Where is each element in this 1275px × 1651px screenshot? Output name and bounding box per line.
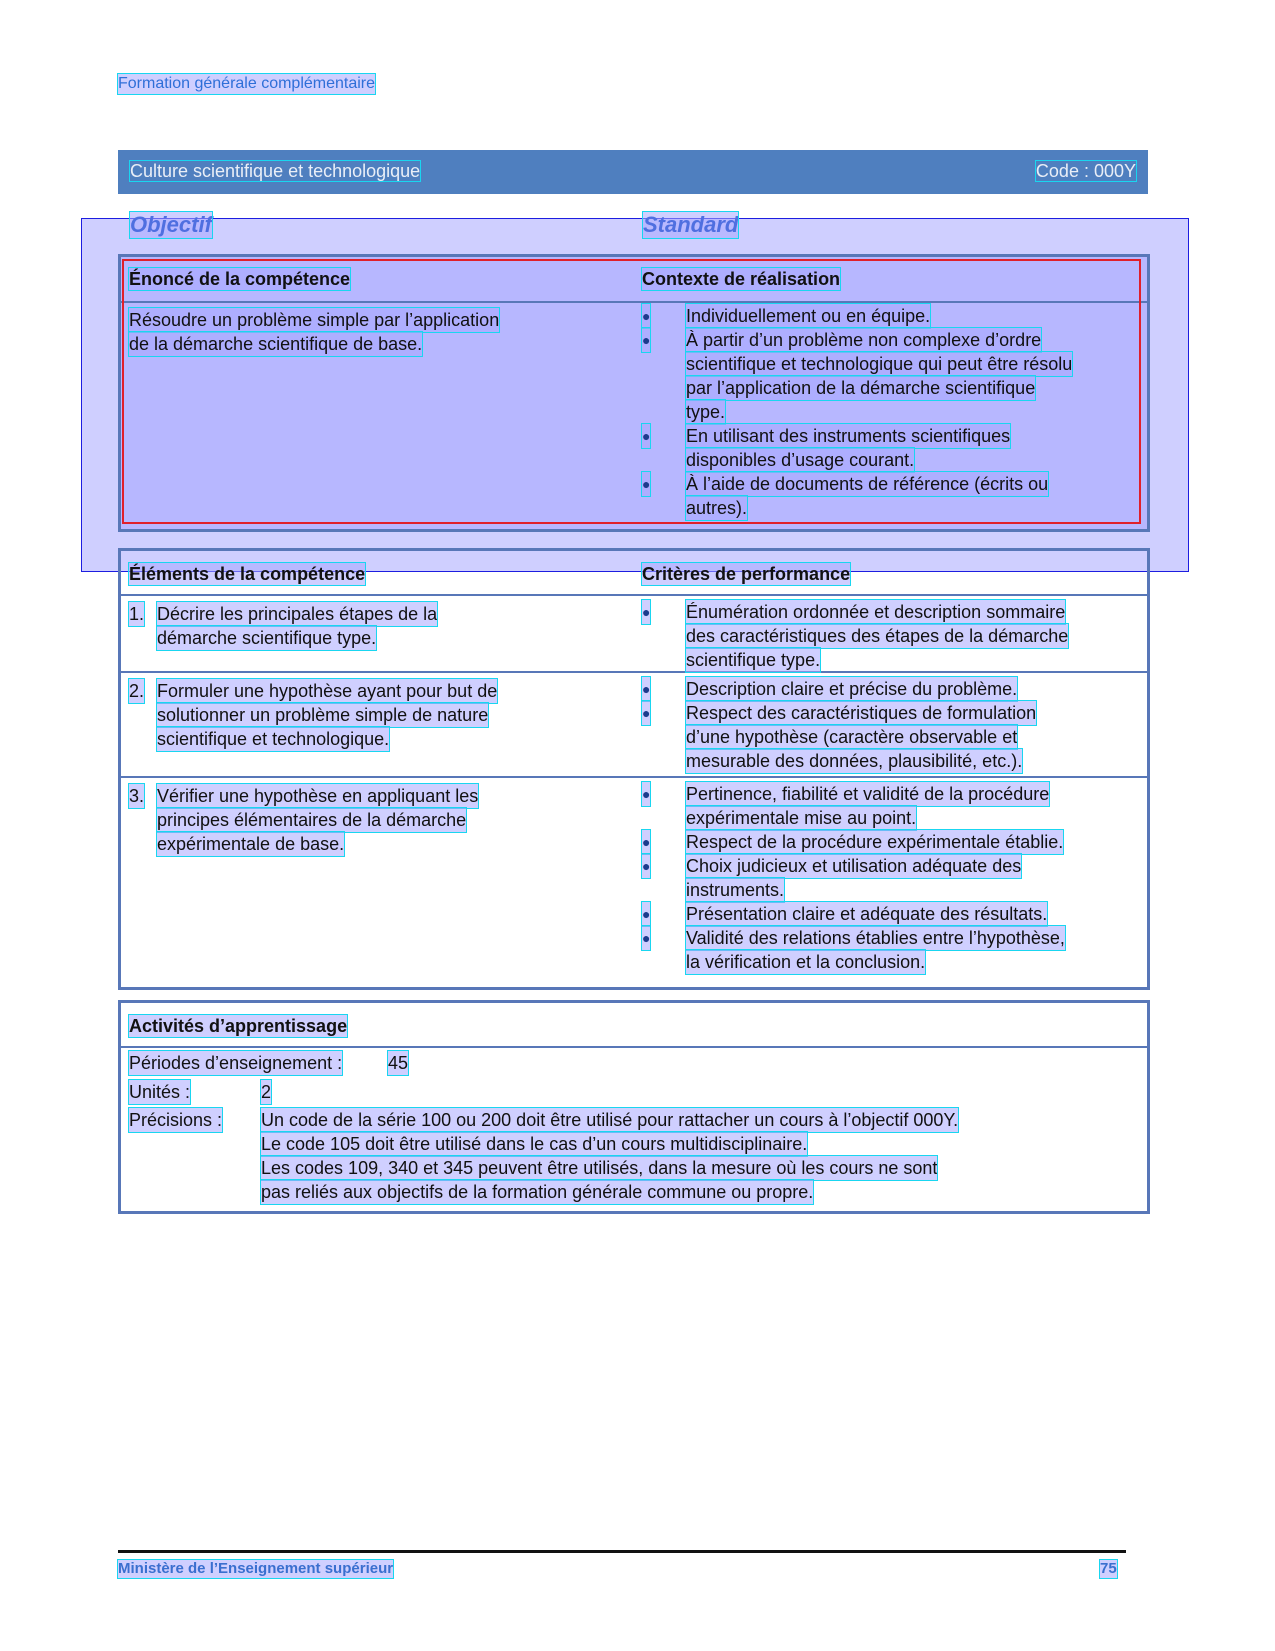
precision-line: Un code de la série 100 ou 200 doit être utilisé pour rattacher un cours à l’objectif 000Y.	[261, 1110, 959, 1130]
contexte-line: À l’aide de documents de référence (écrits ou	[686, 474, 1049, 494]
enonce-line: de la démarche scientifique de base.	[129, 334, 423, 354]
precision-line: Le code 105 doit être utilisé dans le cas d’un cours multidisciplinaire.	[261, 1134, 808, 1154]
critere-line: Présentation claire et adéquate des résultats.	[686, 904, 1048, 924]
elements-box	[118, 548, 1150, 990]
critere-line: instruments.	[686, 880, 785, 900]
title-bar	[118, 150, 1148, 194]
divider	[121, 776, 1147, 778]
precision-line: Les codes 109, 340 et 345 peuvent être utilisés, dans la mesure où les cours ne sont	[261, 1158, 938, 1178]
bullet-icon: ●	[642, 830, 650, 854]
critere-line: Respect de la procédure expérimentale établie.	[686, 832, 1064, 852]
enonce-header: Énoncé de la compétence	[129, 269, 351, 289]
contexte-line: À partir d’un problème non complexe d’ordre	[686, 330, 1042, 350]
precision-line: pas reliés aux objectifs de la formation générale commune ou propre.	[261, 1182, 814, 1202]
element-line: Vérifier une hypothèse en appliquant les	[157, 786, 479, 806]
divider	[121, 594, 1147, 596]
contexte-line: par l’application de la démarche scientifique	[686, 378, 1036, 398]
contexte-header: Contexte de réalisation	[642, 269, 841, 289]
selection-frame	[122, 259, 1141, 524]
element-line: Formuler une hypothèse ayant pour but de	[157, 681, 498, 701]
bullet-icon: ●	[642, 701, 650, 725]
course-title: Culture scientifique et technologique	[130, 161, 421, 181]
critere-line: des caractéristiques des étapes de la démarche	[686, 626, 1069, 646]
standard-heading: Standard	[643, 212, 739, 237]
contexte-line: scientifique et technologique qui peut être résolu	[686, 354, 1073, 374]
element-line: scientifique et technologique.	[157, 729, 390, 749]
critere-line: expérimentale mise au point.	[686, 808, 917, 828]
critere-line: d’une hypothèse (caractère observable et	[686, 727, 1018, 747]
critere-line: Respect des caractéristiques de formulation	[686, 703, 1037, 723]
unites-label: Unités :	[129, 1082, 191, 1102]
element-number: 2.	[129, 681, 145, 701]
periodes-value: 45	[388, 1053, 409, 1073]
critere-line: Pertinence, fiabilité et validité de la procédure	[686, 784, 1050, 804]
course-code: Code : 000Y	[1035, 161, 1136, 181]
bullet-icon: ●	[642, 926, 650, 950]
critere-line: la vérification et la conclusion.	[686, 952, 926, 972]
bullet-icon: ●	[642, 782, 650, 806]
element-number: 3.	[129, 786, 145, 806]
objectif-heading: Objectif	[130, 212, 212, 237]
running-header: Formation générale complémentaire	[118, 75, 376, 92]
critere-line: Validité des relations établies entre l’hypothèse,	[686, 928, 1065, 948]
criteres-header: Critères de performance	[642, 564, 851, 584]
precisions-label: Précisions :	[129, 1110, 223, 1130]
divider	[121, 671, 1147, 673]
element-line: démarche scientifique type.	[157, 628, 377, 648]
critere-line: Description claire et précise du problème.	[686, 679, 1018, 699]
page-number: 75	[1100, 1560, 1117, 1577]
contexte-line: autres).	[686, 498, 748, 518]
bullet-icon: ●	[642, 902, 650, 926]
unites-value: 2	[261, 1082, 272, 1102]
element-line: solutionner un problème simple de nature	[157, 705, 489, 725]
enonce-line: Résoudre un problème simple par l’application	[129, 310, 500, 330]
activites-box	[118, 1000, 1150, 1214]
bullet-icon: ●	[642, 677, 650, 701]
element-line: expérimentale de base.	[157, 834, 345, 854]
bullet-icon: ●	[642, 424, 650, 448]
critere-line: mesurable des données, plausibilité, etc.).	[686, 751, 1023, 771]
bullet-icon: ●	[642, 328, 650, 352]
divider	[121, 1046, 1147, 1048]
critere-line: scientifique type.	[686, 650, 821, 670]
element-line: principes élémentaires de la démarche	[157, 810, 467, 830]
contexte-line: type.	[686, 402, 726, 422]
footer-ministry: Ministère de l’Enseignement supérieur	[118, 1560, 394, 1577]
element-number: 1.	[129, 604, 145, 624]
periodes-label: Périodes d’enseignement :	[129, 1053, 343, 1073]
elements-header: Éléments de la compétence	[129, 564, 366, 584]
contexte-line: En utilisant des instruments scientifiques	[686, 426, 1011, 446]
critere-line: Énumération ordonnée et description sommaire	[686, 602, 1066, 622]
bullet-icon: ●	[642, 854, 650, 878]
critere-line: Choix judicieux et utilisation adéquate des	[686, 856, 1022, 876]
bullet-icon: ●	[642, 304, 650, 328]
footer-rule	[118, 1550, 1126, 1553]
bullet-icon: ●	[642, 472, 650, 496]
bullet-icon: ●	[642, 600, 650, 624]
contexte-line: Individuellement ou en équipe.	[686, 306, 931, 326]
element-line: Décrire les principales étapes de la	[157, 604, 438, 624]
activites-header: Activités d’apprentissage	[129, 1016, 348, 1036]
contexte-line: disponibles d’usage courant.	[686, 450, 915, 470]
